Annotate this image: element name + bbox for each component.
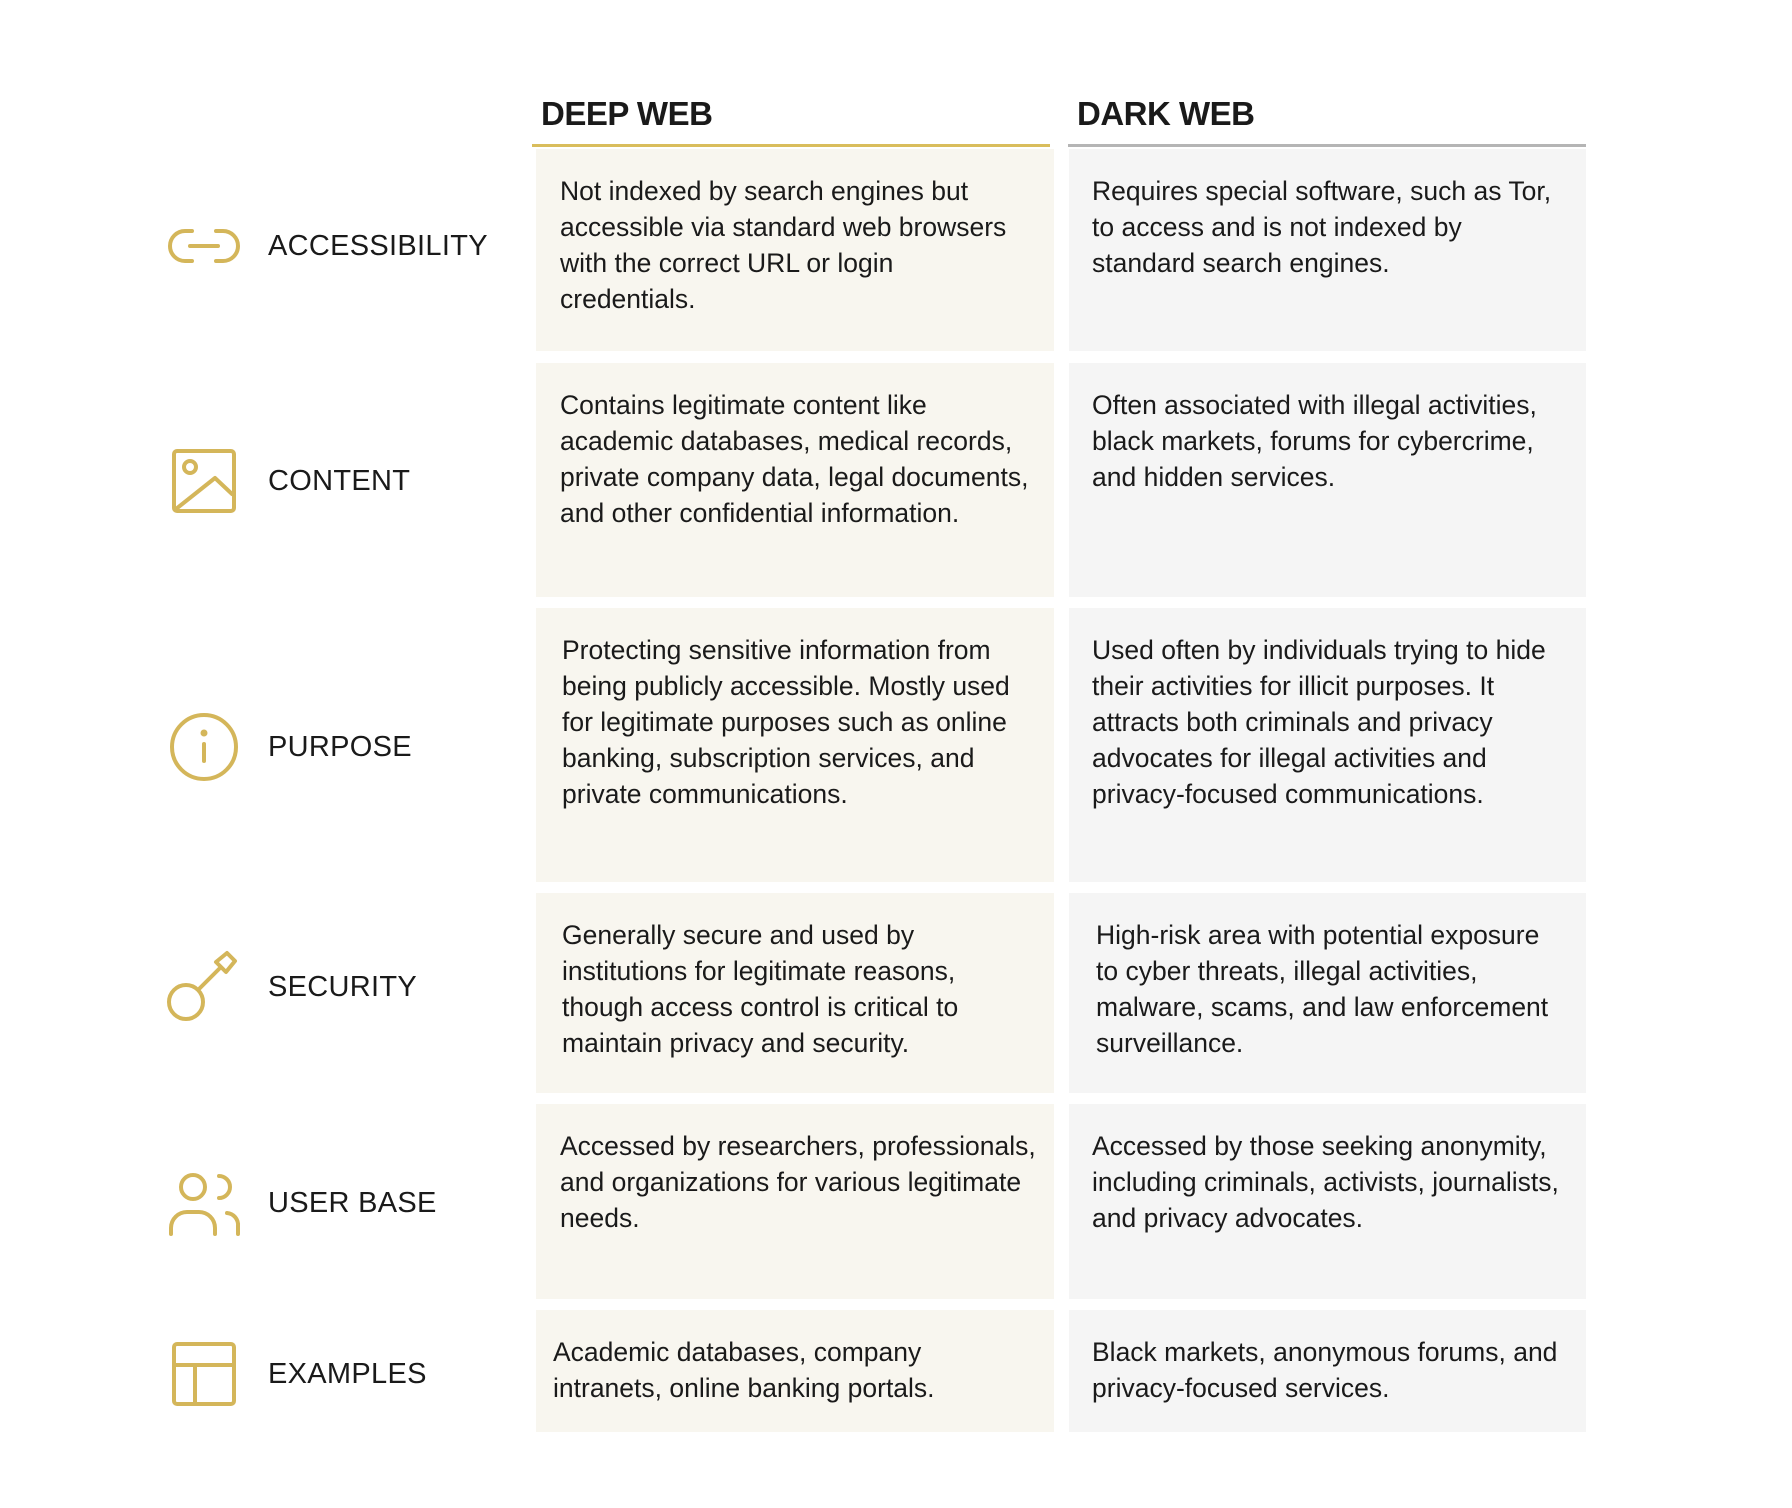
deep-user-base-cell: Accessed by researchers, professionals, and organizations for various legitimate needs. <box>536 1104 1054 1299</box>
dark-content-cell: Often associated with illegal activities, black markets, forums for cybercrime, and hidden services. <box>1069 363 1586 597</box>
row-label-purpose <box>165 708 412 786</box>
deep-accessibility-cell: Not indexed by search engines but accessible via standard web browsers with the correct URL or login credentials. <box>536 149 1054 351</box>
deep-content-cell: Contains legitimate content like academic databases, medical records, private company data, legal documents, and other confidential information. <box>536 363 1054 597</box>
row-label-text: SECURITY <box>268 970 418 1003</box>
deep-purpose-cell: Protecting sensitive information from being publicly accessible. Mostly used for legitimate purposes such as online banking, subscription services, and private communications. <box>536 608 1054 882</box>
row-label-text: ACCESSIBILITY <box>268 229 488 262</box>
row-label-text: CONTENT <box>268 464 411 497</box>
key-icon <box>165 948 243 1026</box>
dark-web-header: DARK WEB <box>1068 95 1586 147</box>
deep-examples-cell: Academic databases, company intranets, online banking portals. <box>536 1310 1054 1432</box>
row-label-text: EXAMPLES <box>268 1357 427 1390</box>
info-icon <box>165 708 243 786</box>
row-label-content <box>165 442 410 520</box>
image-icon <box>165 442 243 520</box>
row-label-security <box>165 948 417 1026</box>
row-label-text: USER BASE <box>268 1186 437 1219</box>
layout-icon <box>165 1335 243 1413</box>
row-label-user-base <box>165 1164 437 1242</box>
dark-user-base-cell: Accessed by those seeking anonymity, including criminals, activists, journalists, and privacy advocates. <box>1069 1104 1586 1299</box>
users-icon <box>165 1164 243 1242</box>
dark-accessibility-cell: Requires special software, such as Tor, to access and is not indexed by standard search engines. <box>1069 149 1586 351</box>
row-label-accessibility <box>165 207 488 285</box>
deep-security-cell: Generally secure and used by institutions for legitimate reasons, though access control is critical to maintain privacy and security. <box>536 893 1054 1093</box>
deep-web-header: DEEP WEB <box>532 95 1050 147</box>
dark-examples-cell: Black markets, anonymous forums, and privacy-focused services. <box>1069 1310 1586 1432</box>
row-label-text: PURPOSE <box>268 730 412 763</box>
link-icon <box>165 207 243 285</box>
dark-security-cell: High-risk area with potential exposure to cyber threats, illegal activities, malware, scams, and law enforcement surveillance. <box>1069 893 1586 1093</box>
dark-purpose-cell: Used often by individuals trying to hide their activities for illicit purposes. It attracts both criminals and privacy advocates for illegal activities and privacy-focused communications. <box>1069 608 1586 882</box>
row-label-examples <box>165 1335 427 1413</box>
